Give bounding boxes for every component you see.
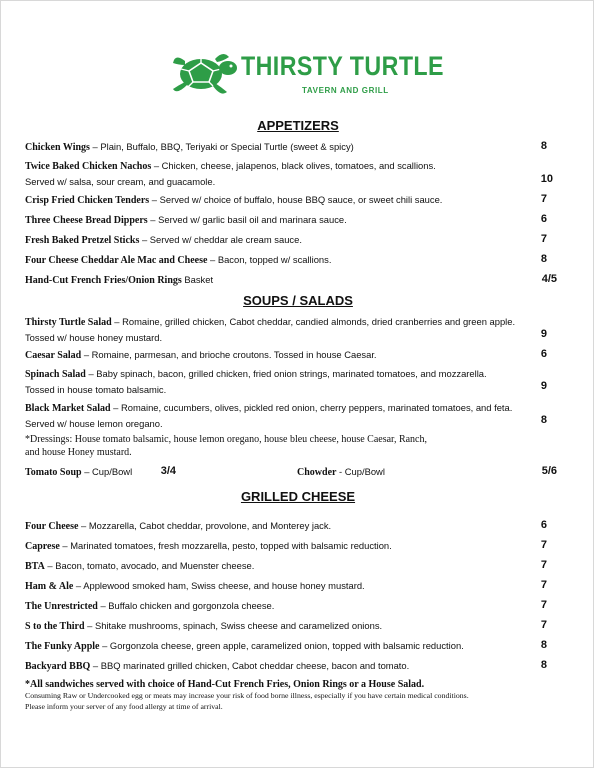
food-safety-notice: Consuming Raw or Undercooked egg or meats may increase your risk of food borne illness, especially if you have certain medical conditions. Please inform your server of any food allergy at time of arrival. <box>25 691 469 711</box>
item-price: 8 <box>540 659 547 671</box>
menu-item: Three Cheese Bread Dippers – Served w/ garlic basil oil and marinara sauce. <box>25 214 347 226</box>
menu-item: Crisp Fried Chicken Tenders – Served w/ choice of buffalo, house BBQ sauce, or sweet chili sauce. <box>25 194 443 206</box>
appetizers-heading: APPETIZERS <box>257 118 339 133</box>
menu-item: S to the Third – Shitake mushrooms, spinach, Swiss cheese and caramelized onions. <box>25 620 383 632</box>
soups-salads-heading: SOUPS / SALADS <box>243 293 353 308</box>
menu-item: Backyard BBQ – BBQ marinated grilled chicken, Cabot cheddar cheese, bacon and tomato. <box>25 660 410 672</box>
item-price: 9 <box>540 328 547 340</box>
grilled-cheese-heading: GRILLED CHEESE <box>240 489 356 504</box>
menu-item: Ham & Ale – Applewood smoked ham, Swiss cheese, and house honey mustard. <box>25 580 365 592</box>
menu-item: BTA – Bacon, tomato, avocado, and Muenster cheese. <box>25 560 255 572</box>
item-price: 5/6 <box>541 465 557 477</box>
menu-item: The Funky Apple – Gorgonzola cheese, green apple, caramelized onion, topped with balsamic reduction. <box>25 640 464 652</box>
menu-item: Spinach Salad – Baby spinach, bacon, grilled chicken, fried onion strings, marinated tomatoes, and mozzarella. Tossed in house tomato balsamic. <box>25 368 487 395</box>
item-price: 3/4 <box>160 465 176 477</box>
menu-item-chowder: Chowder - Cup/Bowl <box>297 466 385 478</box>
dressings-note: *Dressings: House tomato balsamic, house lemon oregano, house bleu cheese, house Caesar, Ranch, and house Honey mustard. <box>25 434 427 458</box>
item-price: 8 <box>540 140 547 152</box>
item-price: 7 <box>540 579 547 591</box>
item-price: 9 <box>540 380 547 392</box>
menu-item: Four Cheese Cheddar Ale Mac and Cheese – Bacon, topped w/ scallions. <box>25 254 332 266</box>
sandwich-sides-note: *All sandwiches served with choice of Hand-Cut French Fries, Onion Rings or a House Salad. <box>25 679 425 690</box>
brand-logo <box>171 47 444 103</box>
item-price: 6 <box>540 348 547 360</box>
menu-item: Caprese – Marinated tomatoes, fresh mozzarella, pesto, topped with balsamic reduction. <box>25 540 392 552</box>
brand-name: THIRSTY TURTLE <box>241 51 444 81</box>
turtle-icon <box>171 49 241 99</box>
menu-item: The Unrestricted – Buffalo chicken and gorgonzola cheese. <box>25 600 275 612</box>
item-price: 6 <box>540 519 547 531</box>
item-price: 4/5 <box>541 273 557 285</box>
menu-item: Fresh Baked Pretzel Sticks – Served w/ cheddar ale cream sauce. <box>25 234 302 246</box>
item-price: 7 <box>540 539 547 551</box>
menu-item: Chicken Wings – Plain, Buffalo, BBQ, Teriyaki or Special Turtle (sweet & spicy) <box>25 141 354 153</box>
item-price: 7 <box>540 619 547 631</box>
menu-item: Four Cheese – Mozzarella, Cabot cheddar, provolone, and Monterey jack. <box>25 520 332 532</box>
brand-tagline: TAVERN AND GRILL <box>302 86 389 95</box>
menu-item: Thirsty Turtle Salad – Romaine, grilled chicken, Cabot cheddar, candied almonds, dried cranberries and green apple. Tossed w/ house honey mustard. <box>25 316 516 343</box>
menu-item: Caesar Salad – Romaine, parmesan, and brioche croutons. Tossed in house Caesar. <box>25 349 377 361</box>
menu-item: Black Market Salad – Romaine, cucumbers, olives, pickled red onion, cherry peppers, marinated tomatoes, and feta. Served w/ house lemon oregano. <box>25 402 513 429</box>
menu-item-tomato-soup: Tomato Soup – Cup/Bowl <box>25 466 133 478</box>
item-price: 7 <box>540 233 547 245</box>
item-price: 7 <box>540 559 547 571</box>
item-price: 8 <box>540 639 547 651</box>
item-price: 7 <box>540 193 547 205</box>
item-price: 6 <box>540 213 547 225</box>
menu-item: Hand-Cut French Fries/Onion Rings Basket <box>25 274 214 286</box>
item-price: 7 <box>540 599 547 611</box>
item-price: 10 <box>540 173 553 185</box>
item-price: 8 <box>540 414 547 426</box>
item-price: 8 <box>540 253 547 265</box>
menu-item: Twice Baked Chicken Nachos – Chicken, cheese, jalapenos, black olives, tomatoes, and scallions. Served w/ salsa, sour cream, and guacamole. <box>25 160 436 187</box>
